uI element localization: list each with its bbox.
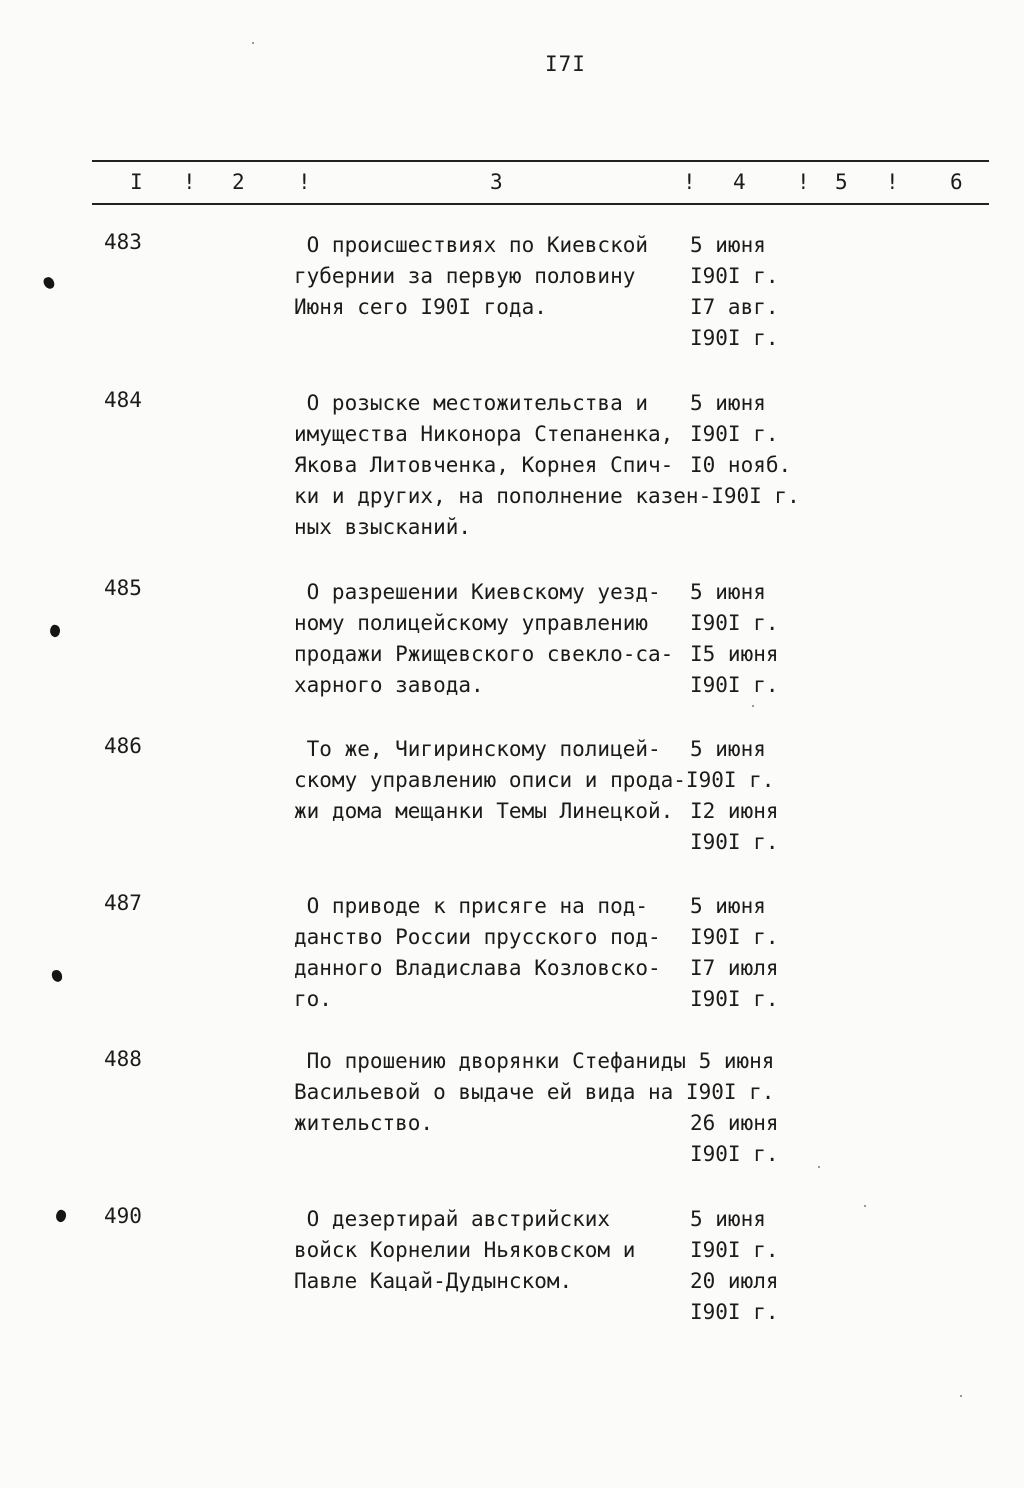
date-line: I90I г. (690, 830, 779, 854)
binding-hole-mark (54, 1208, 68, 1223)
date-line: I90I г. (690, 1238, 779, 1262)
description-line: То же, Чигиринскому полицей- (294, 737, 661, 761)
header-col-4: 4 (733, 170, 746, 194)
date-line: I90I г. (690, 1300, 779, 1324)
date-line: I90I г. (690, 326, 779, 350)
header-col-5: 5 (835, 170, 848, 194)
date-line: I90I г. (690, 264, 779, 288)
date-line: 26 июня (690, 1111, 779, 1135)
date-line: 5 июня (690, 233, 766, 257)
header-top-rule (92, 160, 989, 162)
description-line: О розыске местожительства и (294, 391, 649, 415)
description-line: жи дома мещанки Темы Линецкой. (294, 799, 674, 823)
description-line: О разрешении Киевскому уезд- (294, 580, 661, 604)
description-line: войск Корнелии Ньяковском и (294, 1238, 636, 1262)
header-separator-1: ! (183, 170, 196, 194)
entry-number: 484 (104, 388, 142, 412)
binding-hole-mark (51, 969, 63, 983)
date-line: I90I г. (690, 987, 779, 1011)
date-line: I5 июня (690, 642, 779, 666)
binding-hole-mark (42, 276, 56, 291)
date-line: I90I г. (690, 422, 779, 446)
date-line: I0 нояб. (690, 453, 792, 477)
date-line: I90I г. (690, 1142, 779, 1166)
header-separator-4: ! (797, 170, 810, 194)
paper-speck (960, 1395, 962, 1397)
description-line: По прошению дворянки Стефаниды 5 июня (294, 1049, 775, 1073)
header-col-1: I (130, 170, 143, 194)
date-line: I7 июля (690, 956, 779, 980)
entry-number: 487 (104, 891, 142, 915)
description-line: скому управлению описи и прода-I90I г. (294, 768, 775, 792)
header-separator-3: ! (683, 170, 696, 194)
description-line: ному полицейскому управлению (294, 611, 649, 635)
description-line: ки и других, на пополнение казен-I90I г. (294, 484, 800, 508)
paper-speck (818, 1166, 820, 1168)
entry-number: 485 (104, 576, 142, 600)
date-line: 5 июня (690, 580, 766, 604)
description-line: данство России прусского под- (294, 925, 661, 949)
date-line: 5 июня (690, 391, 766, 415)
entry-number: 486 (104, 734, 142, 758)
entry-number: 488 (104, 1047, 142, 1071)
description-line: О приводе к присяге на под- (294, 894, 649, 918)
description-line: О происшествиях по Киевской (294, 233, 649, 257)
description-line: имущества Никонора Степаненка, (294, 422, 674, 446)
paper-speck (864, 1205, 866, 1207)
date-line: 5 июня (690, 1207, 766, 1231)
date-line: 20 июля (690, 1269, 779, 1293)
description-line: Павле Кацай-Дудынском. (294, 1269, 573, 1293)
header-col-3: 3 (490, 170, 503, 194)
binding-hole-mark (49, 624, 62, 638)
date-line: I7 авг. (690, 295, 779, 319)
date-line: 5 июня (690, 737, 766, 761)
description-line: ных взысканий. (294, 515, 472, 539)
entry-number: 490 (104, 1204, 142, 1228)
description-line: продажи Ржищевского свекло-са- (294, 642, 674, 666)
date-line: 5 июня (690, 894, 766, 918)
description-line: харного завода. (294, 673, 484, 697)
page-number: I7I (545, 52, 586, 76)
description-line: го. (294, 987, 332, 1011)
description-line: жительство. (294, 1111, 434, 1135)
description-line: Июня сего I90I года. (294, 295, 547, 319)
header-separator-5: ! (886, 170, 899, 194)
entry-number: 483 (104, 230, 142, 254)
description-line: Васильевой о выдаче ей вида на I90I г. (294, 1080, 775, 1104)
description-line: Якова Литовченка, Корнея Спич- (294, 453, 674, 477)
date-line: I90I г. (690, 611, 779, 635)
header-col-2: 2 (232, 170, 245, 194)
header-separator-2: ! (298, 170, 311, 194)
description-line: губернии за первую половину (294, 264, 636, 288)
date-line: I90I г. (690, 925, 779, 949)
description-line: данного Владислава Козловско- (294, 956, 661, 980)
header-col-6: 6 (950, 170, 963, 194)
description-line: О дезертирай австрийских (294, 1207, 611, 1231)
header-bottom-rule (92, 203, 989, 205)
date-line: I90I г. (690, 673, 779, 697)
paper-speck (752, 705, 754, 707)
date-line: I2 июня (690, 799, 779, 823)
paper-speck (252, 42, 254, 44)
